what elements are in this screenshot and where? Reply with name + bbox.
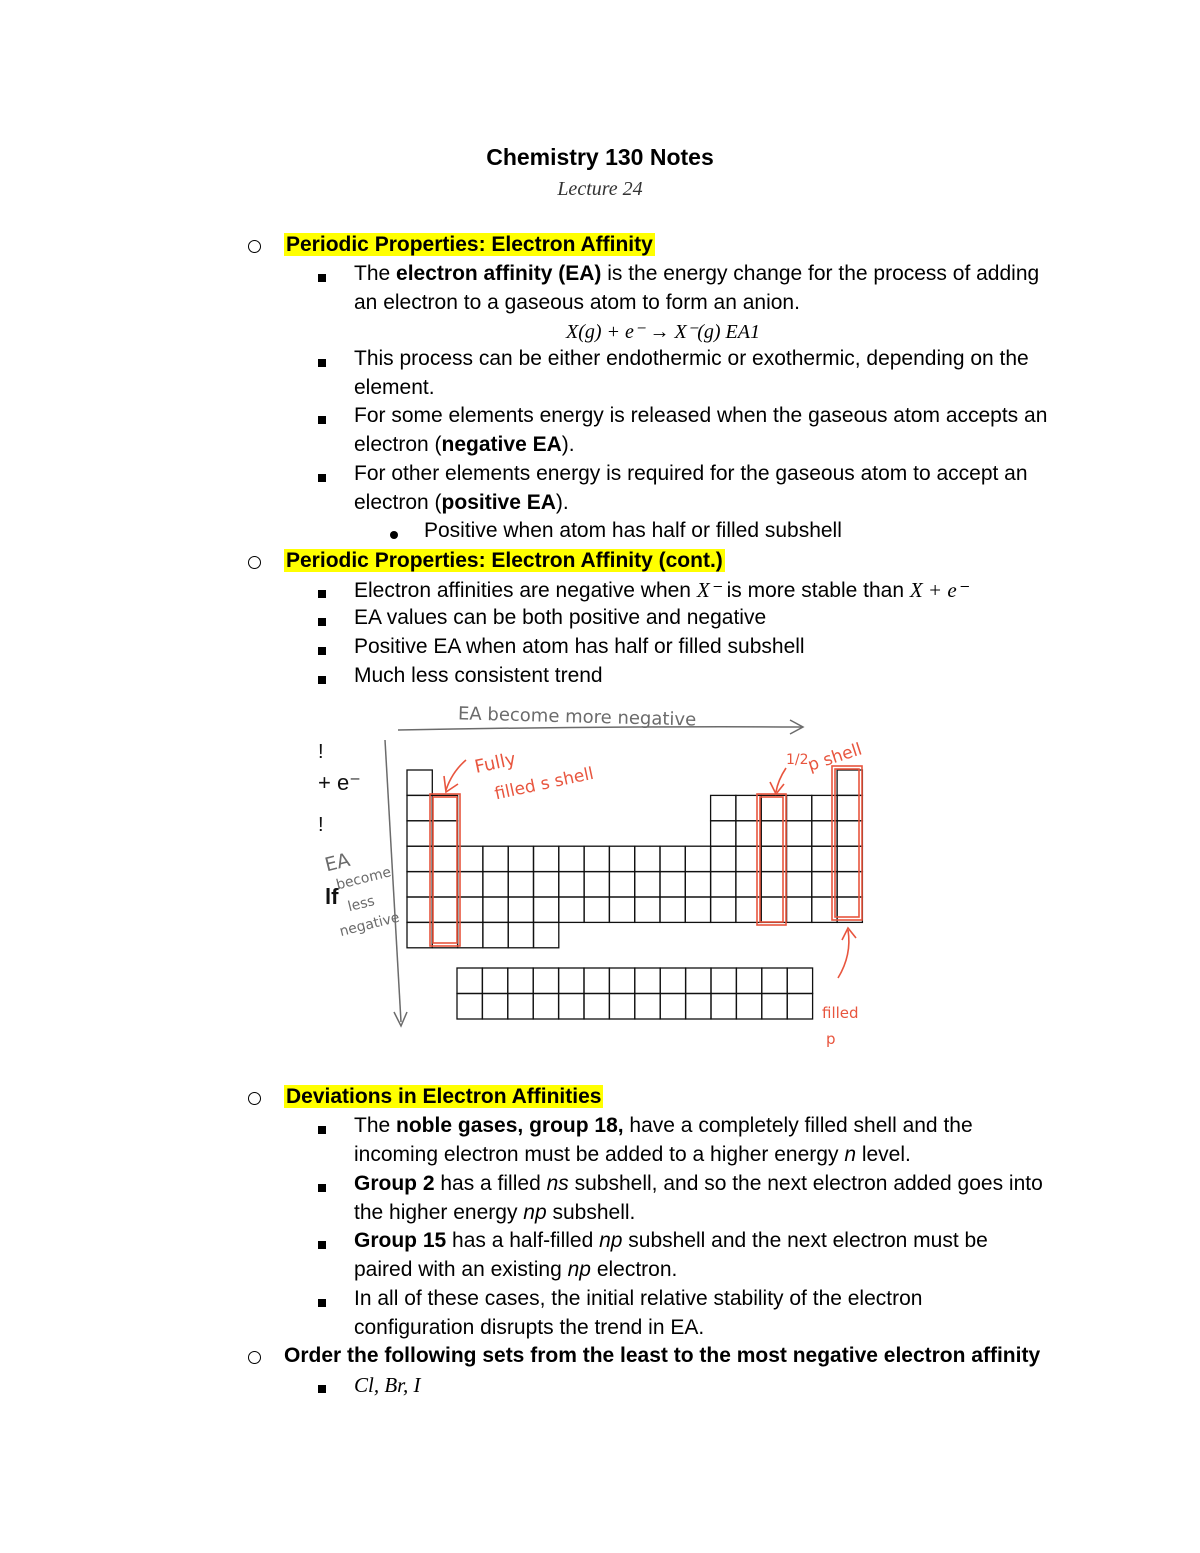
table-cell: [812, 846, 837, 871]
table-cell: [685, 897, 710, 922]
table-cell: [534, 897, 559, 922]
table-cell: [736, 846, 761, 871]
section-heading: Deviations in Electron Affinities: [286, 1085, 602, 1108]
table-cell: [635, 846, 660, 871]
table-cell: [584, 897, 609, 922]
side-label-line: negative: [337, 909, 402, 940]
section-bullet: [248, 1085, 261, 1113]
table-cell: [761, 821, 786, 846]
table-cell: [533, 968, 558, 994]
table-cell: [609, 872, 634, 897]
table-cell: [711, 968, 736, 994]
table-cell: [432, 795, 457, 820]
table-cell: [635, 994, 660, 1020]
list-item: Much less consistent trend: [354, 664, 603, 687]
table-cell: [482, 994, 507, 1020]
p-filled-note: filled: [822, 1004, 859, 1022]
table-cell: [407, 872, 432, 897]
sub-list-item: Positive when atom has half or filled subshell: [424, 519, 842, 542]
table-cell: [736, 968, 761, 994]
table-cell: [584, 872, 609, 897]
list-item: Cl, Br, I: [354, 1373, 421, 1397]
table-cell: [609, 968, 634, 994]
s-shell-note: Fully: [472, 748, 518, 778]
list-item-continuation: paired with an existing np electron.: [354, 1258, 678, 1281]
square-bullet: [318, 1373, 326, 1401]
side-label-line: less: [346, 893, 377, 916]
square-bullet: [318, 1114, 326, 1142]
table-cell: [761, 846, 786, 871]
table-cell: [812, 897, 837, 922]
p-half-note: 1/2: [786, 752, 809, 768]
square-bullet: [318, 1172, 326, 1200]
table-cell: [483, 846, 508, 871]
table-cell: [837, 821, 862, 846]
table-cell: [686, 968, 711, 994]
table-cell: [711, 846, 736, 871]
slide-fragment: !: [318, 814, 324, 836]
round-bullet: [390, 519, 398, 547]
table-cell: [533, 994, 558, 1020]
table-cell: [711, 897, 736, 922]
table-cell: [432, 846, 457, 871]
table-cell: [584, 968, 609, 994]
table-cell: [534, 922, 559, 947]
list-item: For some elements energy is released when the gaseous atom accepts an: [354, 404, 1048, 427]
list-item: The noble gases, group 18, have a completely filled shell and the: [354, 1114, 973, 1137]
list-item: Group 2 has a filled ns subshell, and so the next electron added goes into: [354, 1172, 1043, 1195]
list-item: EA values can be both positive and negative: [354, 606, 767, 629]
page-subtitle: Lecture 24: [557, 178, 643, 200]
table-cell: [609, 994, 634, 1020]
square-bullet: [318, 1229, 326, 1257]
table-cell: [711, 994, 736, 1020]
table-cell: [508, 846, 533, 871]
slide-fragment: !: [318, 741, 324, 763]
table-cell: [534, 872, 559, 897]
list-item-continuation: electron (negative EA).: [354, 433, 575, 456]
list-item: For other elements energy is required for the gaseous atom to accept an: [354, 462, 1028, 485]
square-bullet: [318, 347, 326, 375]
table-cell: [837, 795, 862, 820]
table-cell: [787, 994, 812, 1020]
table-cell: [837, 897, 862, 922]
section-bullet: [248, 233, 261, 261]
section-bullet: [248, 1344, 261, 1372]
table-cell: [761, 872, 786, 897]
s-shell-note: filled s shell: [492, 763, 596, 805]
table-cell: [736, 821, 761, 846]
table-cell: [685, 846, 710, 871]
table-cell: [584, 846, 609, 871]
square-bullet: [318, 462, 326, 490]
table-cell: [458, 872, 483, 897]
square-bullet: [318, 578, 326, 606]
equation: X(g) + e⁻ → X⁻(g) EA1: [566, 321, 760, 343]
table-cell: [685, 872, 710, 897]
table-cell: [508, 922, 533, 947]
table-cell: [559, 994, 584, 1020]
table-cell: [686, 994, 711, 1020]
slide-fragment: + e⁻: [318, 770, 361, 795]
table-cell: [762, 968, 787, 994]
table-cell: [559, 968, 584, 994]
table-cell: [837, 770, 862, 795]
list-item-continuation: element.: [354, 376, 435, 399]
square-bullet: [318, 1287, 326, 1315]
table-cell: [837, 872, 862, 897]
table-cell: [482, 968, 507, 994]
table-cell: [812, 821, 837, 846]
table-cell: [559, 846, 584, 871]
table-cell: [736, 994, 761, 1020]
table-cell: [660, 872, 685, 897]
table-cell: [508, 897, 533, 922]
square-bullet: [318, 404, 326, 432]
table-cell: [407, 821, 432, 846]
table-cell: [407, 846, 432, 871]
table-cell: [483, 872, 508, 897]
square-bullet: [318, 262, 326, 290]
table-cell: [787, 968, 812, 994]
table-cell: [483, 922, 508, 947]
slide-fragment: lf: [325, 884, 339, 909]
list-item: This process can be either endothermic or exothermic, depending on the: [354, 347, 1029, 370]
list-item: Group 15 has a half-filled np subshell and the next electron must be: [354, 1229, 988, 1252]
table-cell: [458, 846, 483, 871]
table-cell: [584, 994, 609, 1020]
table-cell: [660, 897, 685, 922]
section-heading: Order the following sets from the least to the most negative electron affinity: [284, 1344, 1041, 1367]
table-cell: [407, 922, 432, 947]
list-item: In all of these cases, the initial relative stability of the electron: [354, 1287, 923, 1310]
table-cell: [787, 795, 812, 820]
table-cell: [609, 846, 634, 871]
table-cell: [787, 872, 812, 897]
table-cell: [458, 922, 483, 947]
list-item-continuation: an electron to a gaseous atom to form an anion.: [354, 291, 800, 314]
table-cell: [711, 795, 736, 820]
table-cell: [457, 994, 482, 1020]
square-bullet: [318, 664, 326, 692]
table-cell: [508, 968, 533, 994]
table-cell: [432, 872, 457, 897]
table-cell: [432, 821, 457, 846]
table-cell: [660, 994, 685, 1020]
table-cell: [609, 897, 634, 922]
p-filled-note: p: [826, 1030, 836, 1048]
table-cell: [812, 795, 837, 820]
table-cell: [660, 846, 685, 871]
table-cell: [559, 897, 584, 922]
table-cell: [761, 795, 786, 820]
p-half-note: p shell: [805, 739, 865, 776]
list-item-continuation: electron (positive EA).: [354, 491, 569, 514]
table-cell: [407, 770, 432, 795]
table-cell: [635, 872, 660, 897]
table-cell: [508, 872, 533, 897]
table-cell: [736, 872, 761, 897]
table-cell: [837, 846, 862, 871]
table-cell: [711, 872, 736, 897]
list-item-continuation: configuration disrupts the trend in EA.: [354, 1316, 705, 1339]
table-cell: [761, 897, 786, 922]
table-cell: [635, 968, 660, 994]
table-cell: [812, 872, 837, 897]
square-bullet: [318, 606, 326, 634]
table-cell: [660, 968, 685, 994]
section-heading: Periodic Properties: Electron Affinity: [286, 233, 653, 256]
table-cell: [432, 922, 457, 947]
table-cell: [432, 897, 457, 922]
table-cell: [762, 994, 787, 1020]
table-cell: [508, 994, 533, 1020]
table-cell: [458, 897, 483, 922]
list-item-continuation: the higher energy np subshell.: [354, 1201, 636, 1224]
list-item: Positive EA when atom has half or filled subshell: [354, 635, 805, 658]
table-cell: [483, 897, 508, 922]
side-label-line: EA: [322, 849, 353, 877]
table-cell: [407, 897, 432, 922]
section-bullet: [248, 549, 261, 577]
table-cell: [787, 897, 812, 922]
table-cell: [736, 795, 761, 820]
table-cell: [559, 872, 584, 897]
side-label-line: become: [334, 864, 393, 894]
page-title: Chemistry 130 Notes: [486, 144, 714, 170]
table-cell: [736, 897, 761, 922]
table-cell: [635, 897, 660, 922]
table-cell: [711, 821, 736, 846]
table-cell: [407, 795, 432, 820]
list-item: The electron affinity (EA) is the energy change for the process of adding: [354, 262, 1040, 285]
table-cell: [787, 846, 812, 871]
table-cell: [787, 821, 812, 846]
top-arrow-label: EA become more negative: [457, 703, 697, 731]
table-cell: [457, 968, 482, 994]
table-cell: [534, 846, 559, 871]
section-heading: Periodic Properties: Electron Affinity (cont.): [286, 549, 723, 572]
list-item-continuation: incoming electron must be added to a higher energy n level.: [354, 1143, 911, 1166]
list-item: Electron affinities are negative when X⁻ is more stable than X + e⁻: [354, 578, 968, 602]
square-bullet: [318, 635, 326, 663]
